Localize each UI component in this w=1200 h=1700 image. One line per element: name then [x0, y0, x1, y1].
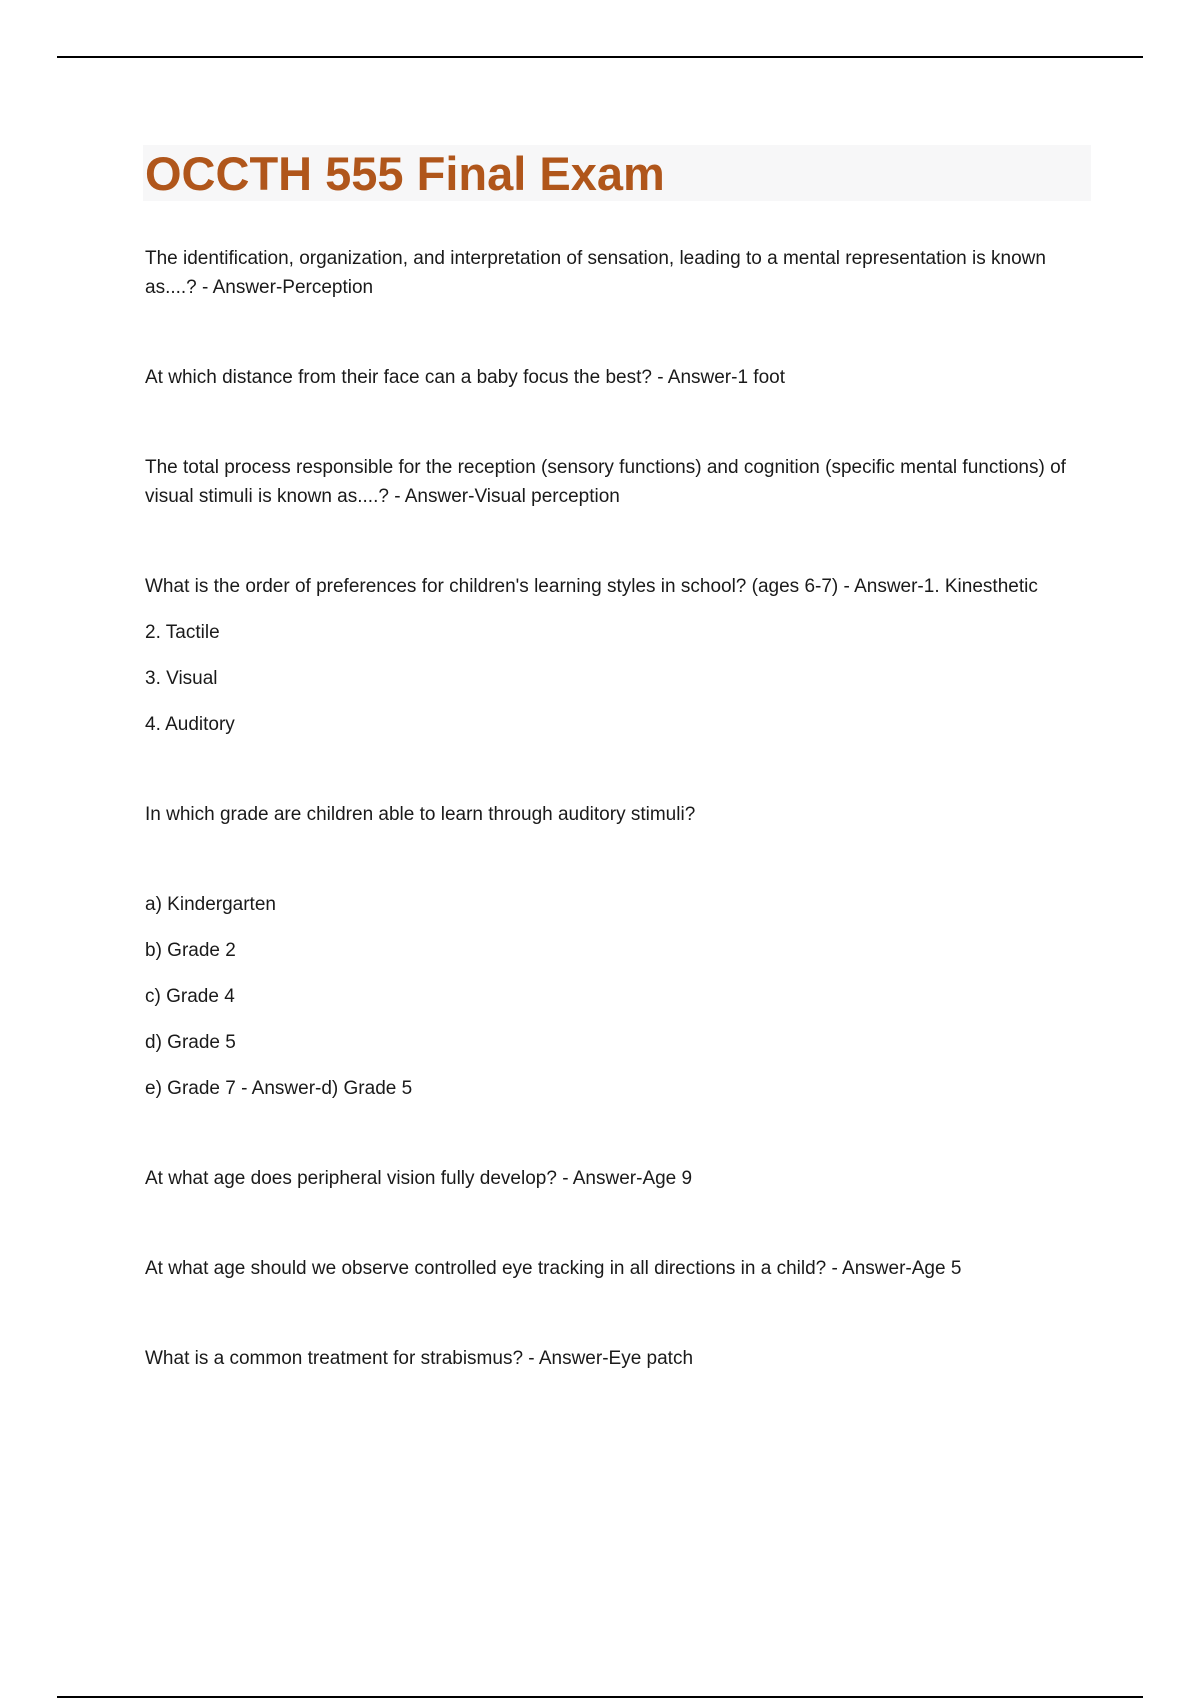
learning-style-line: 4. Auditory [145, 714, 235, 735]
qa-item [145, 1164, 1085, 1193]
learning-style-line: 3. Visual [145, 668, 218, 689]
option-line: e) Grade 7 - Answer-d) Grade 5 [145, 1078, 413, 1099]
bottom-rule [57, 1696, 1143, 1698]
qa-text: The identification, organization, and interpretation of sensation, leading to a mental representation is known as....? - Answer-Perception [145, 248, 1046, 298]
qa-item [145, 363, 1085, 392]
qa-text: The total process responsible for the reception (sensory functions) and cognition (specific mental functions) of visual stimuli is known as....? - Answer-Visual perception [145, 457, 1066, 507]
qa-text: At which distance from their face can a baby focus the best? - Answer-1 foot [145, 367, 785, 388]
learning-style-line: 2. Tactile [145, 622, 220, 643]
auditory-grade-options [145, 890, 1085, 1103]
option-line: d) Grade 5 [145, 1032, 236, 1053]
qa-text: What is a common treatment for strabismus? - Answer-Eye patch [145, 1348, 694, 1369]
learning-styles-question: What is the order of preferences for children's learning styles in school? (ages 6-7) - Answer-1. Kinesthetic [145, 576, 1038, 597]
qa-text: At what age should we observe controlled eye tracking in all directions in a child? - Answer-Age 5 [145, 1258, 962, 1279]
option-line: a) Kindergarten [145, 894, 276, 915]
qa-item [145, 1344, 1085, 1373]
qa-item [145, 453, 1085, 511]
qa-text: At what age does peripheral vision fully develop? - Answer-Age 9 [145, 1168, 693, 1189]
option-line: c) Grade 4 [145, 986, 235, 1007]
qa-item [145, 1254, 1085, 1283]
auditory-grade-question-block [145, 800, 1085, 829]
option-line: b) Grade 2 [145, 940, 236, 961]
auditory-grade-question: In which grade are children able to learn through auditory stimuli? [145, 804, 696, 825]
top-rule [57, 56, 1143, 58]
learning-styles-item [145, 572, 1085, 739]
document-body [145, 244, 1085, 1434]
document-title: OCCTH 555 Final Exam [145, 147, 665, 200]
qa-item [145, 244, 1085, 302]
